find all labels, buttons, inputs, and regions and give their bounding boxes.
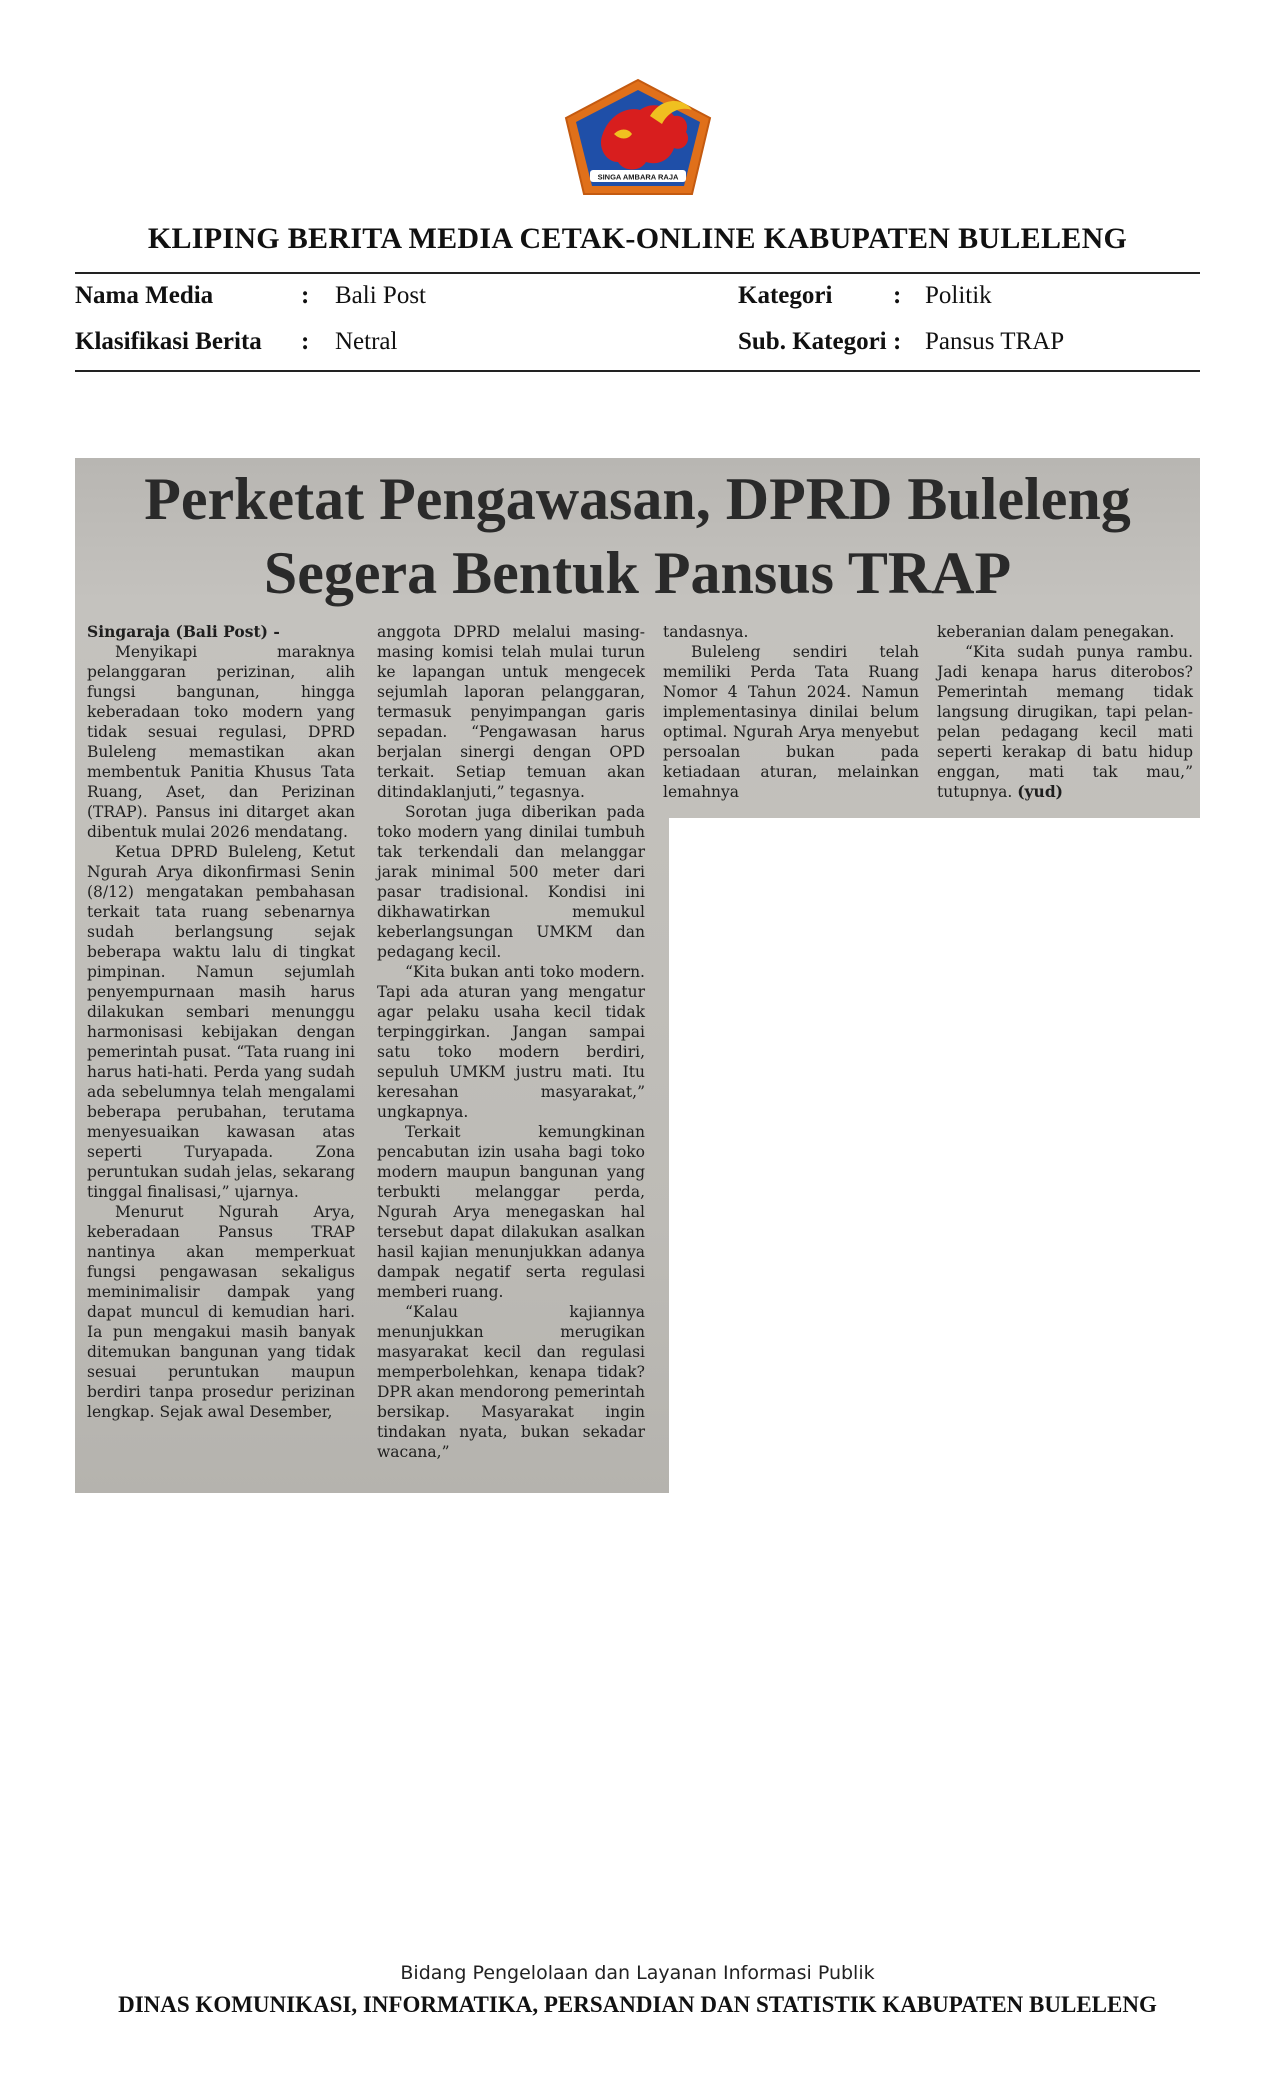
col4-paragraph: keberanian dalam penegakan.	[937, 623, 1175, 641]
col4-paragraph-text: “Kita sudah punya rambu. Jadi kenapa harus diterobos? Pemerintah memang tidak langsung dirugikan, tapi pelan-pelan pedagang kecil mati seperti kerakap di batu hidup enggan, mati tak mau,” tutupnya.	[937, 643, 1193, 801]
article-dateline: Singaraja (Bali Post) -	[87, 622, 280, 641]
kategori-value: Politik	[925, 282, 992, 309]
newspaper-clipping	[75, 458, 1200, 1493]
subkategori-value: Pansus TRAP	[925, 328, 1065, 355]
col4-paragraph	[937, 642, 1193, 802]
footer-department: Bidang Pengelolaan dan Layanan Informasi Publik	[400, 1962, 875, 1984]
col1-paragraph: Ketua DPRD Buleleng, Ketut Ngurah Arya dikonfirmasi Senin (8/12) mengatakan pembahasan terkait tata ruang sebenarnya sudah berlangsung sejak beberapa waktu lalu di tingkat pimpinan. Namun sejumlah penyempurnaan masih harus dilakukan sembari menunggu harmonisasi kebijakan dengan pemerintah pusat. “Tata ruang ini harus hati-hati. Perda yang sudah ada sebelumnya telah mengalami beberapa perubahan, terutama menyesuaikan kawasan atas seperti Turyapada. Zona peruntukan sudah jelas, sekarang tinggal finalisasi,” ujarnya.	[87, 843, 355, 1201]
header-rule-bottom	[75, 370, 1200, 372]
buleleng-emblem-logo	[562, 76, 714, 200]
footer-agency: DINAS KOMUNIKASI, INFORMATIKA, PERSANDIAN DAN STATISTIK KABUPATEN BULELENG	[118, 1992, 1157, 2017]
col2-paragraph: anggota DPRD melalui masing-masing komisi telah mulai turun ke lapangan untuk mengecek sejumlah laporan pelanggaran, termasuk penyimpangan garis sepadan. “Pengawasan harus berjalan sinergi dengan OPD terkait. Setiap temuan akan ditindaklanjuti,” tegasnya.	[377, 623, 645, 801]
col2-paragraph: “Kalau kajiannya menunjukkan merugikan masyarakat kecil dan regulasi memperbolehkan, kenapa tidak? DPR akan mendorong pemerintah bersikap. Masyarakat ingin tindakan nyata, bukan sekadar wacana,”	[377, 1303, 645, 1461]
meta-row-1	[75, 282, 1200, 318]
article-column-3	[663, 622, 919, 802]
col2-paragraph: “Kita bukan anti toko modern. Tapi ada aturan yang mengatur agar pelaku usaha kecil tidak terpinggirkan. Jangan sampai satu toko modern berdiri, sepuluh UMKM justru mati. Itu keresahan masyarakat,” ungkapnya.	[377, 963, 645, 1121]
col3-paragraph: tandasnya.	[663, 623, 749, 641]
subkategori-separator: :	[893, 328, 902, 355]
col1-paragraph: Menurut Ngurah Arya, keberadaan Pansus TRAP nantinya akan memperkuat fungsi pengawasan sekaligus meminimalisir dampak yang dapat muncul di kemudian hari. Ia pun mengakui masih banyak ditemukan bangunan yang tidak sesuai peruntukan maupun berdiri tanpa prosedur perizinan lengkap. Sejak awal Desember,	[87, 1203, 355, 1421]
page-title: KLIPING BERITA MEDIA CETAK-ONLINE KABUPATEN BULELENG	[147, 222, 1128, 255]
kategori-separator: :	[893, 282, 902, 309]
media-separator: :	[301, 282, 310, 309]
meta-row-2	[75, 328, 1200, 364]
subkategori-label: Sub. Kategori	[738, 328, 887, 355]
col2-paragraph: Sorotan juga diberikan pada toko modern yang dinilai tumbuh tak terkendali dan melanggar jarak minimal 500 meter dari pasar tradisional. Kondisi ini dikhawatirkan memukul keberlangsungan UMKM dan pedagang kecil.	[377, 803, 645, 961]
article-headline	[75, 458, 1200, 610]
media-value: Bali Post	[335, 282, 426, 309]
klasifikasi-value: Netral	[335, 328, 398, 355]
article-column-2	[377, 622, 645, 1462]
logo-banner-text: SINGA AMBARA RAJA	[597, 172, 679, 182]
article-column-4	[937, 622, 1193, 802]
klasifikasi-separator: :	[301, 328, 310, 355]
klasifikasi-label: Klasifikasi Berita	[75, 328, 262, 355]
col2-paragraph: Terkait kemungkinan pencabutan izin usaha bagi toko modern maupun bangunan yang terbukti melanggar perda, Ngurah Arya menegaskan hal tersebut dapat dilakukan asalkan hasil kajian menunjukkan adanya dampak negatif serta regulasi memberi ruang.	[377, 1123, 645, 1301]
col3-paragraph: Buleleng sendiri telah memiliki Perda Tata Ruang Nomor 4 Tahun 2024. Namun implementasinya dinilai belum optimal. Ngurah Arya menyebut persoalan bukan pada ketiadaan aturan, melainkan lemahnya	[663, 643, 919, 801]
author-signature: (yud)	[1017, 782, 1063, 801]
article-column-1	[87, 622, 355, 1422]
kategori-label: Kategori	[738, 282, 833, 309]
media-label: Nama Media	[75, 282, 214, 309]
headline-line-1: Perketat Pengawasan, DPRD Buleleng	[144, 466, 1131, 532]
headline-line-2: Segera Bentuk Pansus TRAP	[263, 540, 1012, 606]
header-rule-top	[75, 272, 1200, 274]
col1-paragraph: Menyikapi maraknya pelanggaran perizinan, alih fungsi bangunan, hingga keberadaan toko modern yang tidak sesuai regulasi, DPRD Buleleng memastikan akan membentuk Panitia Khusus Tata Ruang, Aset, dan Perizinan (TRAP). Pansus ini ditarget akan dibentuk mulai 2026 mendatang.	[87, 643, 355, 841]
